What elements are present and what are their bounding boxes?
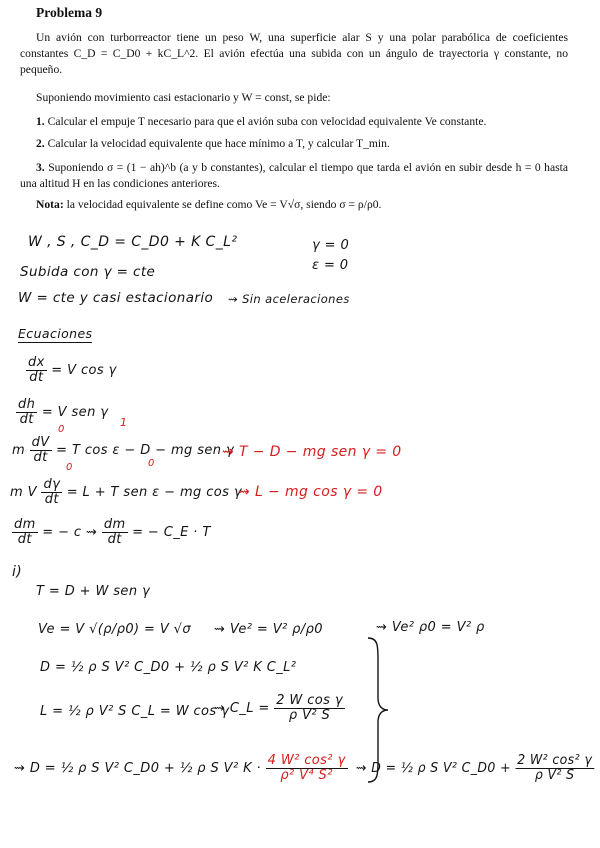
dgamma-result: ⇝ L − mg cos γ = 0 [238, 484, 383, 500]
problem-assumption: Suponiendo movimiento casi estacionario y W = const, se pide: [36, 91, 331, 104]
correction-mark-zero-2: 0 [66, 462, 73, 473]
dx-dt-rhs: = V cos γ [51, 363, 117, 378]
drag-substitution-fraction: $\frac{\text{4 W² cos² γ}}{\text{ρ² V⁴ S²}}$ [267, 753, 346, 783]
note-text: la velocidad equivalente se define como Ve = V√σ, siendo σ = ρ/ρ0. [66, 198, 382, 211]
problem-intro: Un avión con turborreactor tiene un peso W, una superficie alar S y una polar parabólica de coeficientes constantes C_D = C_D0 + kC_L^2. El avión efectúa una subida con un ángulo de trayectoria γ constante, no pequeño. [20, 31, 568, 76]
epsilon-zero: ε = 0 [312, 258, 349, 273]
equivalent-velocity-squared: ⇝ Ve² = V² ρ/ρ0 [214, 622, 323, 637]
lift-coefficient [214, 694, 345, 723]
equivalent-velocity-definition: Ve = V √(ρ/ρ0) = V √σ [38, 622, 191, 637]
problem-note [20, 197, 568, 213]
dx-dt-fraction: $\frac{dx}{dt}$ [28, 355, 45, 385]
drag-final-lhs: ⇝ D = ½ ρ S V² C_D0 + [356, 761, 511, 776]
question-1-number: 1. [36, 115, 45, 128]
question-2-text: Calcular la velocidad equivalente que hace mínimo a T, y calcular T_min. [47, 137, 390, 150]
correction-mark-one: 1 [120, 416, 128, 429]
gamma-zero: γ = 0 [312, 238, 350, 253]
equation-dm [12, 518, 211, 547]
question-3-number: 3. [36, 161, 45, 174]
drag-final [356, 754, 594, 783]
dm-dt-fraction: $\frac{dm}{dt}$ [14, 517, 36, 547]
dh-dt-rhs: = V sen γ [41, 405, 109, 420]
thrust-equation: T = D + W sen γ [36, 584, 151, 599]
question-2 [20, 136, 568, 152]
drag-substitution-lhs: ⇝ D = ½ ρ S V² C_D0 + ½ ρ S V² K · [14, 761, 262, 776]
climb-condition: Subida con γ = cte [20, 264, 156, 280]
question-1-text: Calcular el empuje T necesario para que el avión suba con velocidad equivalente Ve constante. [47, 115, 487, 128]
handwritten-notes [0, 222, 600, 848]
dv-result: ⇝ T − D − mg sen γ = 0 [222, 444, 402, 460]
dm-dt-rhs: = − c ⇝ [42, 525, 98, 540]
equations-header: Ecuaciones [18, 326, 93, 341]
dgamma-dt-fraction: $\frac{d\gamma}{dt}$ [43, 477, 61, 507]
correction-mark-zero-3: 0 [148, 458, 155, 469]
note-label: Nota: [36, 198, 64, 211]
question-3 [20, 160, 568, 192]
dgamma-dt-rhs: = L + T sen ε − mg cos γ [66, 485, 242, 500]
dm-dt-rhs-2: = − C_E · T [132, 525, 211, 540]
equation-dx [26, 356, 117, 385]
cl-fraction: $\frac{\text{2 W cos γ}}{\text{ρ V² S}}$ [276, 693, 343, 723]
dm-dt-fraction-2: $\frac{dm}{dt}$ [103, 517, 126, 547]
question-1 [20, 114, 568, 130]
equation-dh [16, 398, 108, 427]
drag-substitution [14, 754, 348, 783]
mass-symbol: m [12, 443, 26, 458]
problem-statement [0, 0, 600, 222]
drag-final-fraction: $\frac{\text{2 W² cos² γ}}{\text{ρ V² S}}$ [517, 753, 593, 783]
drag-equation: D = ½ ρ S V² C_D0 + ½ ρ S V² K C_L² [40, 660, 297, 675]
dv-dt-rhs: = T cos ε − D − mg sen γ [56, 443, 235, 458]
question-3-text: Suponiendo σ = (1 − ah)^b (a y b constantes), calcular el tiempo que tarda el avión en subir desde h = 0 hasta una altitud H en las condiciones anteriores. [20, 161, 568, 190]
given-data: W , S , C_D = C_D0 + K C_L² [28, 234, 238, 250]
quasi-steady-condition: W = cte y casi estacionario [18, 290, 214, 306]
question-2-number: 2. [36, 137, 45, 150]
equation-dgamma [10, 478, 242, 507]
cl-lhs: ⇝ C_L = [214, 701, 270, 716]
mass-velocity-symbol: m V [10, 485, 37, 500]
dh-dt-fraction: $\frac{dh}{dt}$ [18, 397, 36, 427]
part-label: i) [12, 564, 23, 580]
no-acceleration-note: ⇝ Sin aceleraciones [228, 292, 350, 306]
equivalent-velocity-squared-2: ⇝ Ve² ρ0 = V² ρ [376, 620, 485, 635]
correction-mark-zero-1: 0 [58, 424, 65, 435]
problem-title: Problema 9 [36, 5, 103, 20]
lift-equation: L = ½ ρ V² S C_L = W cos γ [40, 704, 230, 719]
dv-dt-fraction: $\frac{dV}{dt}$ [31, 435, 50, 465]
equation-dv [12, 436, 234, 465]
